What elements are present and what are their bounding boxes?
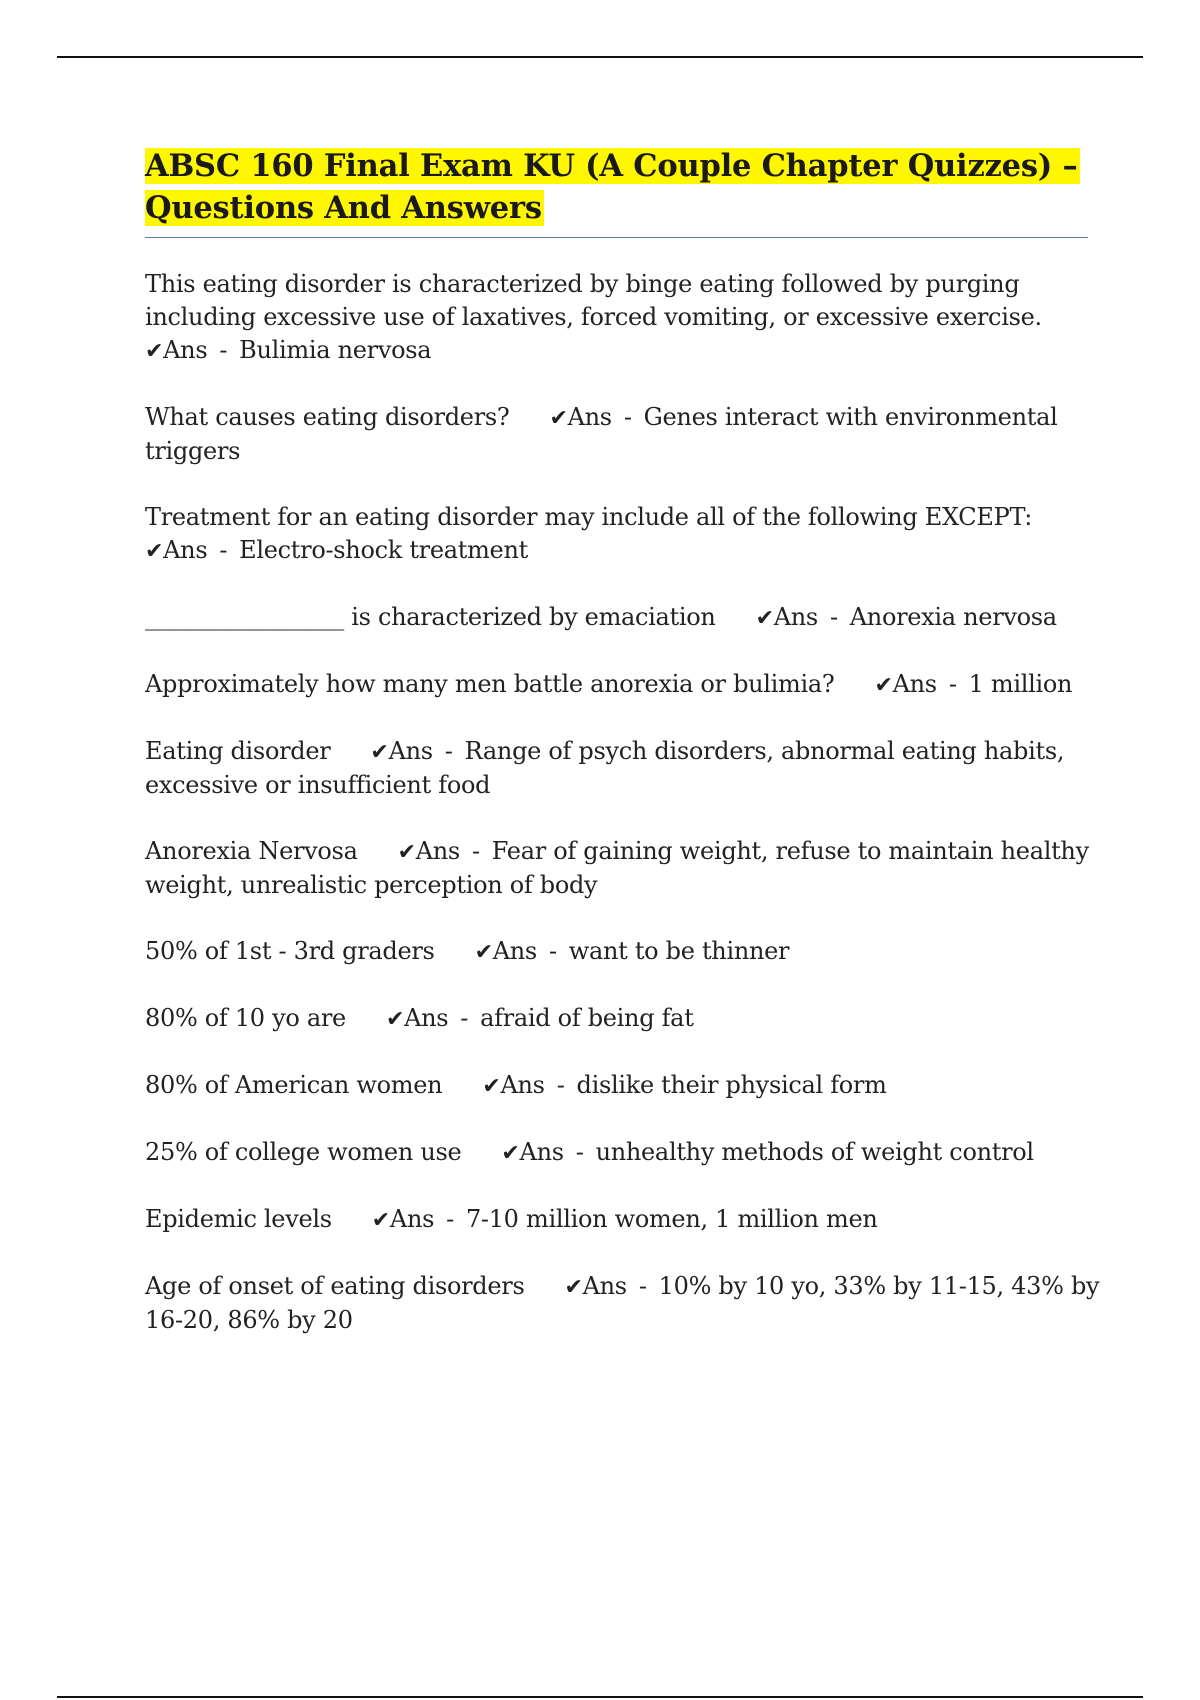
answer-label: Ans (500, 1071, 545, 1099)
checkmark-icon: ✔ (474, 940, 493, 965)
answer-separator: - (575, 1138, 584, 1166)
answer-label: Ans (163, 536, 208, 564)
answer-label: Ans (404, 1004, 449, 1032)
page-title (145, 145, 1090, 229)
answer-separator: - (548, 937, 557, 965)
checkmark-icon: ✔ (755, 606, 774, 631)
answer-separator: - (460, 1004, 469, 1032)
answer-separator: - (219, 536, 228, 564)
checkmark-icon: ✔ (370, 740, 389, 765)
answer-label: Ans (415, 837, 460, 865)
qa-item (145, 268, 1105, 368)
answer-label: Ans (773, 603, 818, 631)
answer-label: Ans (892, 670, 937, 698)
question-text: What causes eating disorders? (145, 403, 510, 431)
question-text: Eating disorder (145, 737, 331, 765)
question-text: Epidemic levels (145, 1205, 332, 1233)
qa-item (145, 1002, 1105, 1036)
checkmark-icon: ✔ (549, 406, 568, 431)
page-title-highlight: ABSC 160 Final Exam KU (A Couple Chapter Quizzes) – Questions And Answers (145, 148, 1078, 226)
question-text: _________________ is characterized by emaciation (145, 603, 716, 631)
question-text: 50% of 1st - 3rd graders (145, 937, 435, 965)
answer-separator: - (638, 1272, 647, 1300)
answer-separator: - (219, 336, 228, 364)
answer-label: Ans (163, 336, 208, 364)
question-text: Approximately how many men battle anorexia or bulimia? (145, 670, 835, 698)
qa-item (145, 835, 1105, 902)
answer-text: Range of psych disorders, abnormal eating habits, excessive or insufficient food (145, 737, 1065, 799)
answer-separator: - (948, 670, 957, 698)
answer-separator: - (556, 1071, 565, 1099)
answer-label: Ans (519, 1138, 564, 1166)
answer-text: 1 million (968, 670, 1073, 698)
qa-item (145, 1270, 1105, 1337)
answer-label: Ans (492, 937, 537, 965)
checkmark-icon: ✔ (874, 673, 893, 698)
answer-separator: - (446, 1205, 454, 1233)
answer-text: afraid of being fat (480, 1004, 694, 1032)
qa-item (145, 735, 1105, 802)
title-block (145, 145, 1090, 229)
qa-item (145, 501, 1105, 568)
qa-list (145, 268, 1105, 1370)
qa-item (145, 935, 1105, 969)
answer-text: 10% by 10 yo, 33% by 11-15, 43% by 16-20, 86% by 20 (145, 1272, 1100, 1334)
answer-text: 7-10 million women, 1 million men (465, 1205, 878, 1233)
answer-label: Ans (582, 1272, 627, 1300)
checkmark-icon: ✔ (145, 339, 164, 364)
checkmark-icon: ✔ (397, 840, 416, 865)
checkmark-icon: ✔ (385, 1007, 405, 1032)
answer-text: Fear of gaining weight, refuse to maintain healthy weight, unrealistic perception of body (145, 837, 1089, 899)
answer-text: want to be thinner (568, 937, 790, 965)
qa-item (145, 401, 1105, 468)
answer-label: Ans (388, 737, 433, 765)
question-text: This eating disorder is characterized by binge eating followed by purging including excessive use of laxatives, forced vomiting, or excessive exercise. (145, 270, 1042, 331)
answer-separator: - (444, 737, 453, 765)
page-top-rule (57, 56, 1143, 58)
title-underline (145, 237, 1088, 238)
answer-separator: - (829, 603, 838, 631)
question-text: Anorexia Nervosa (145, 837, 358, 865)
answer-separator: - (623, 403, 632, 431)
checkmark-icon: ✔ (501, 1141, 520, 1166)
question-text: 25% of college women use (145, 1138, 462, 1166)
answer-text: Genes interact with environmental triggers (145, 403, 1058, 465)
checkmark-icon: ✔ (564, 1275, 583, 1300)
answer-label: Ans (389, 1205, 435, 1233)
qa-item (145, 601, 1105, 635)
qa-item (145, 1203, 1105, 1237)
answer-label: Ans (567, 403, 612, 431)
page-bottom-rule (57, 1696, 1143, 1698)
question-text: Age of onset of eating disorders (145, 1272, 525, 1300)
answer-separator: - (471, 837, 480, 865)
qa-item (145, 668, 1105, 702)
question-text: 80% of 10 yo are (145, 1004, 346, 1032)
checkmark-icon: ✔ (371, 1208, 390, 1233)
answer-text: Electro-shock treatment (239, 536, 528, 564)
answer-text: Bulimia nervosa (239, 336, 432, 364)
qa-item (145, 1136, 1105, 1170)
qa-item (145, 1069, 1105, 1103)
question-text: 80% of American women (145, 1071, 443, 1099)
answer-text: unhealthy methods of weight control (595, 1138, 1034, 1166)
answer-text: Anorexia nervosa (849, 603, 1057, 631)
checkmark-icon: ✔ (482, 1074, 501, 1099)
checkmark-icon: ✔ (145, 539, 164, 564)
question-text: Treatment for an eating disorder may include all of the following EXCEPT: (145, 503, 1033, 531)
answer-text: dislike their physical form (576, 1071, 887, 1099)
